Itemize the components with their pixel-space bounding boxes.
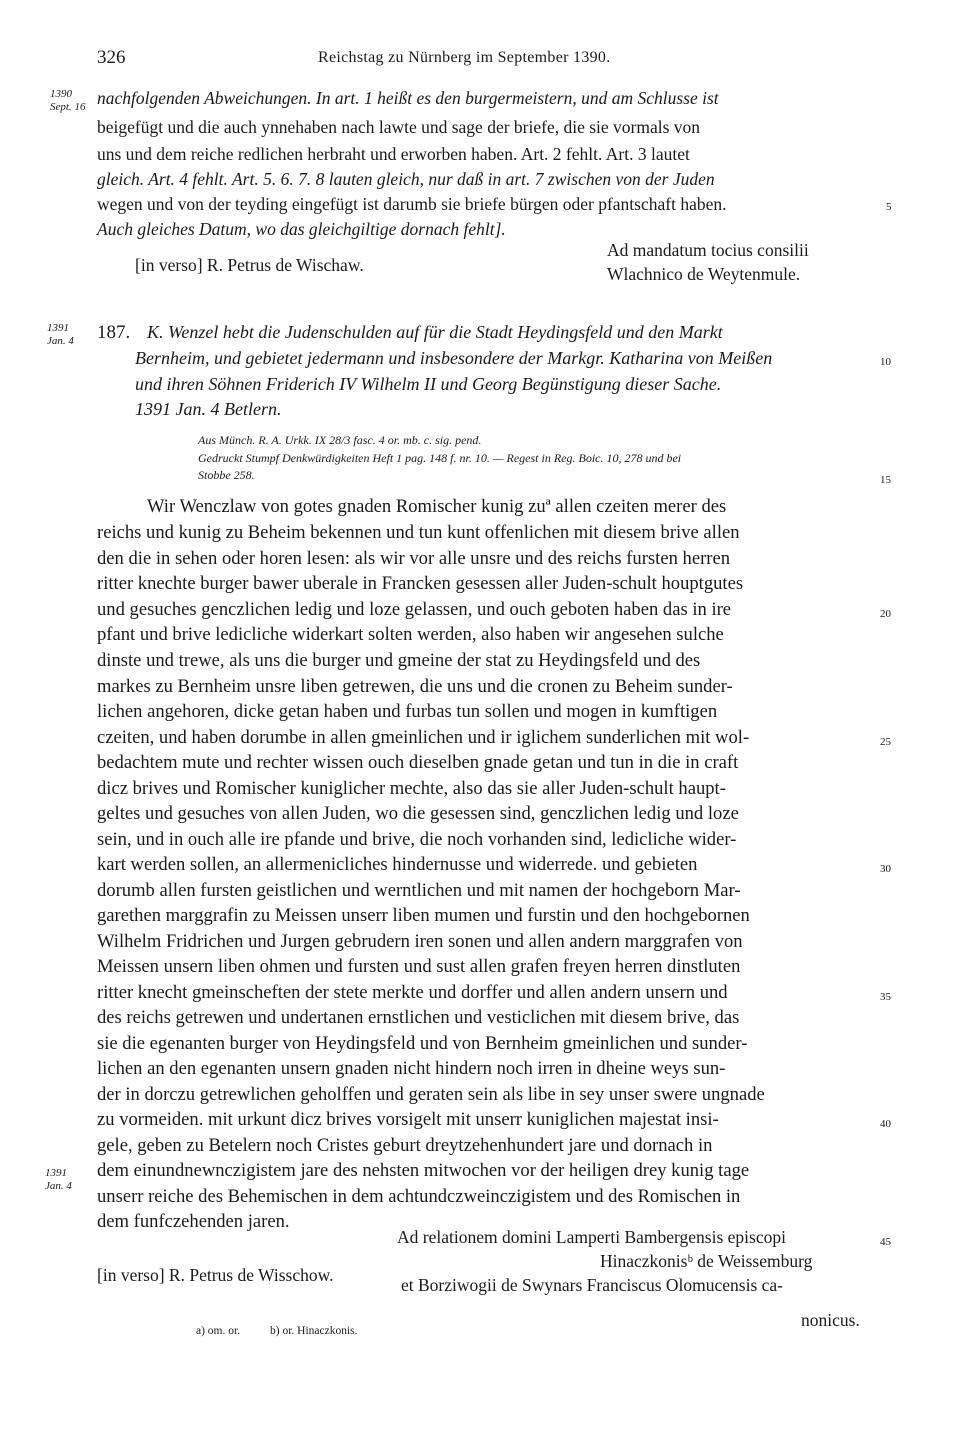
text-line: pfant und brive ledicliche widerkart solten werden, also haben wir angesehen sulche: [97, 624, 724, 645]
source-line: Stobbe 258.: [198, 468, 255, 482]
line-number: 30: [880, 863, 891, 875]
text-line: sein, und in ouch alle ire pfande und brive, die noch vorhanden sind, ledicliche wider-: [97, 829, 737, 850]
regest-line: Bernheim, und gebietet jedermann und insbesondere der Markgr. Katharina von Meißen: [135, 348, 773, 368]
footnote: a) om. or.: [196, 1325, 241, 1337]
page-number: 326: [97, 47, 126, 68]
margin-date-intro: 1390 Sept. 16: [50, 88, 86, 113]
text-line: dem einundnewnczigistem jare des nehsten mitwochen vor der heiligen drey kunig tage: [97, 1160, 750, 1181]
mandatum-line: Wlachnico de Weytenmule.: [607, 264, 801, 284]
text-line: und gesuches genczlichen ledig und loze gelassen, und ouch geboten haben das in ire: [97, 599, 732, 620]
relation-line: et Borziwogii de Swynars Franciscus Olomucensis ca-: [401, 1275, 784, 1295]
text-line: gele, geben zu Betelern noch Cristes geburt dreytzehenhundert jare und dornach in: [97, 1135, 713, 1156]
text-line: markes zu Bernheim unsre liben getrewen, die uns und die cronen zu Beheim sunder-: [97, 676, 733, 697]
intro-line: nachfolgenden Abweichungen. In art. 1 heißt es den burgermeistern, und am Schlusse ist: [97, 88, 719, 108]
intro-line: uns und dem reiche redlichen herbraht und erworben haben. Art. 2 fehlt. Art. 3 lautet: [97, 144, 690, 164]
text-line: geltes und gesuches von allen Juden, wo die gesessen sind, genczlichen ledig und loze: [97, 803, 739, 824]
regest-line: 1391 Jan. 4 Betlern.: [135, 399, 282, 419]
text-line: dinste und trewe, als uns die burger und gmeine der stat zu Heydingsfeld und des: [97, 650, 701, 671]
line-number: 15: [880, 474, 891, 486]
mandatum-line: Ad mandatum tocius consilii: [607, 240, 809, 260]
line-number: 5: [886, 201, 892, 213]
text-line: ritter knecht gmeinscheften der stete merkte und dorffer und allen andern unsern und: [97, 982, 728, 1003]
text-line: bedachtem mute und rechter wissen ouch dieselben gnade getan und tun in die in craft: [97, 752, 739, 773]
text-line: Meissen unsern liben ohmen und fursten und sust allen grafen freyen herren dinstluten: [97, 956, 741, 977]
relation-line: Ad relationem domini Lamperti Bambergensis episcopi: [397, 1227, 786, 1247]
intro-line: wegen und von der teyding eingefügt ist darumb sie briefe bürgen oder pfantschaft haben.: [97, 194, 727, 214]
text-line: zu vormeiden. mit urkunt dicz brives vorsigelt mit unserr kuniglichen majestat insi-: [97, 1109, 719, 1130]
intro-line: beigefügt und die auch ynnehaben nach lawte und sage der briefe, die sie vormals von: [97, 117, 701, 137]
relation-line: nonicus.: [801, 1310, 860, 1330]
line-number: 20: [880, 608, 891, 620]
text-line: garethen marggrafin zu Meissen unserr liben mumen und furstin und den hochgebornen: [97, 905, 750, 926]
source-line: Gedruckt Stumpf Denkwürdigkeiten Heft 1 pag. 148 f. nr. 10. — Regest in Reg. Boic. 10, 278 und bei: [198, 451, 682, 465]
line-number: 45: [880, 1236, 891, 1248]
text-line: dem funfczehenden jaren.: [97, 1211, 290, 1232]
text-line: unserr reiche des Behemischen in dem achtundczweinczigistem und des Romischen in: [97, 1186, 741, 1207]
text-line: den die in sehen oder horen lesen: als wir vor alle unsre und des reichs fursten herren: [97, 548, 731, 569]
text-line: lichen angehoren, dicke getan haben und furbas tun sollen und mogen in kumftigen: [97, 701, 718, 722]
line-number: 25: [880, 736, 891, 748]
line-number: 40: [880, 1118, 891, 1130]
footnote: b) or. Hinaczkonis.: [270, 1325, 358, 1337]
text-line: czeiten, und haben dorumbe in allen gmeinlichen und ir iglichem sunderlichen mit wol-: [97, 727, 750, 748]
intro-line: gleich. Art. 4 fehlt. Art. 5. 6. 7. 8 lauten gleich, nur daß in art. 7 zwischen von der Juden: [97, 169, 715, 189]
verso-note: [in verso] R. Petrus de Wisschow.: [97, 1265, 334, 1285]
line-number: 35: [880, 991, 891, 1003]
text-line: Wilhelm Fridrichen und Jurgen gebrudern iren sonen und allen andern marggrafen von: [97, 931, 743, 952]
text-line: ritter knechte burger bawer uberale in Francken gesessen aller Juden-schult houptgutes: [97, 573, 744, 594]
margin-date-text: 1391 Jan. 4: [45, 1167, 72, 1192]
margin-date-doc: 1391 Jan. 4: [47, 322, 74, 347]
intro-line: Auch gleiches Datum, wo das gleichgiltige dornach fehlt].: [97, 219, 506, 239]
relation-line: Hinaczkonisᵇ de Weissemburg: [600, 1251, 813, 1271]
line-number: 10: [880, 356, 891, 368]
verso-note: [in verso] R. Petrus de Wischaw.: [135, 255, 364, 275]
source-line: Aus Münch. R. A. Urkk. IX 28/3 fasc. 4 or. mb. c. sig. pend.: [198, 433, 482, 447]
text-line: reichs und kunig zu Beheim bekennen und tun kunt offenlichen mit diesem brive allen: [97, 522, 740, 543]
text-line: Wir Wenczlaw von gotes gnaden Romischer kunig zuª allen czeiten merer des: [147, 496, 727, 517]
text-line: lichen an den egenanten unsern gnaden nicht hindern noch irren in dheine weys sun-: [97, 1058, 726, 1079]
regest-line: und ihren Söhnen Friderich IV Wilhelm II und Georg Begünstigung dieser Sache.: [135, 374, 722, 394]
running-title: Reichstag zu Nürnberg im September 1390.: [318, 49, 611, 66]
text-line: dorumb allen fursten geistlichen und werntlichen und mit namen der hochgeborn Mar-: [97, 880, 741, 901]
text-line: sie die egenanten burger von Heydingsfeld und von Bernheim gmeinlichen und sunder-: [97, 1033, 748, 1054]
text-line: des reichs getrewen und undertanen ernstlichen und vesticlichen mit diesem brive, das: [97, 1007, 740, 1028]
regest-line: K. Wenzel hebt die Judenschulden auf für die Stadt Heydingsfeld und den Markt: [147, 322, 723, 342]
text-line: der in dorczu getrewlichen geholffen und geraten sein als libe in sey unser swere ungnade: [97, 1084, 765, 1105]
text-line: dicz brives und Romischer kuniglicher mechte, also das sie aller Juden-schult haupt-: [97, 778, 726, 799]
text-line: kart werden sollen, an allermenicliches hindernusse und widerrede. und gebieten: [97, 854, 698, 875]
document-number: 187.: [97, 322, 131, 343]
